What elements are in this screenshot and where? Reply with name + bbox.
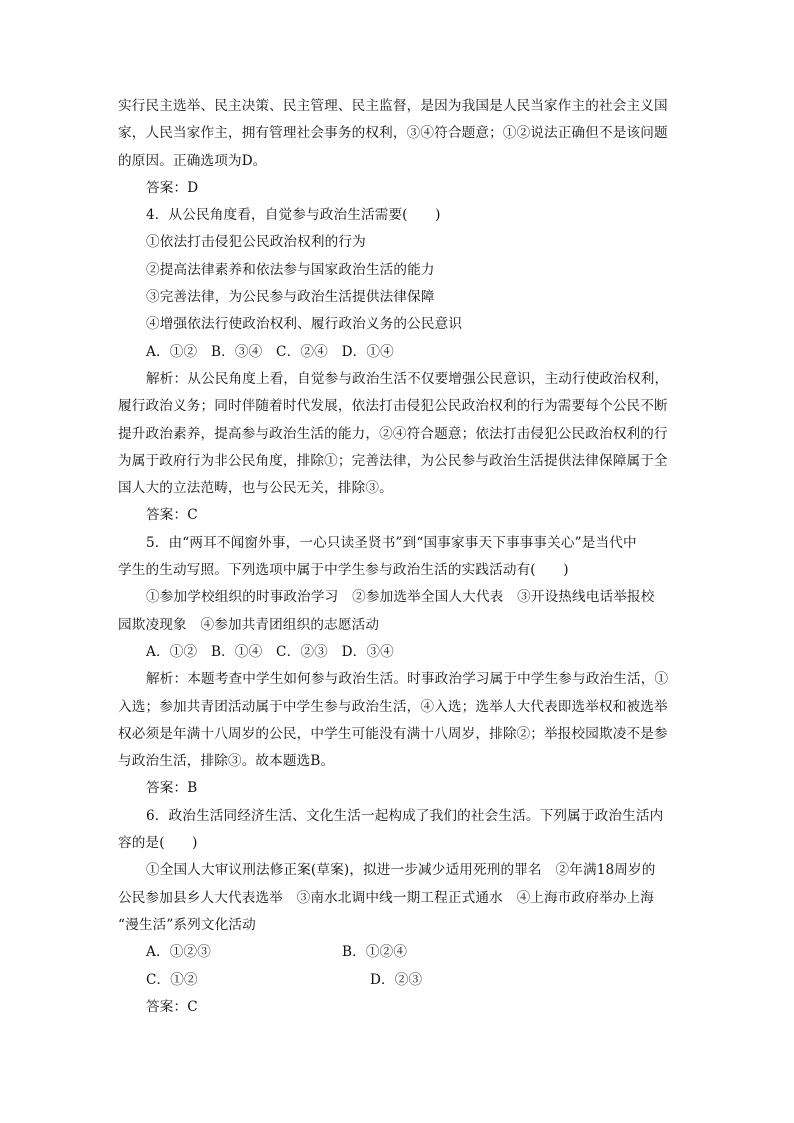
q4-item-1: ①依法打击侵犯公民政治权利的行为 [146, 234, 366, 251]
q4-item-4: ④增强依法行使政治权利、履行政治义务的公民意识 [146, 316, 463, 333]
answer-q6: 答案：C [146, 998, 198, 1015]
question-5-stem-line-1: 5．由“两耳不闻窗外事，一心只读圣贤书”到“国事家事天下事事事关心”是当代中 [146, 534, 637, 551]
q6-items-line-3: “漫生活”系列文化活动 [118, 916, 256, 933]
text-line-1: 家，人民当家作主，拥有管理社会事务的权利，③④符合题意；①②说法正确但不是该问题 [118, 125, 668, 142]
q6-items-line-2: 公民参加县乡人大代表选举 ③南水北调中线一期工程正式通水 ④上海市政府举办上海 [118, 889, 655, 906]
q5-analysis-line-3: 权必须是年满十八周岁的公民，中学生可能没有满十八周岁，排除②；举报校园欺凌不是参 [118, 725, 668, 742]
q4-analysis-line-5: 国人大的立法范畴，也与公民无关，排除③。 [118, 480, 393, 497]
question-6-stem-line-2: 容的是( ) [118, 835, 198, 852]
answer-q5: 答案：B [146, 780, 198, 797]
q5-options: A．①② B．①④ C．②③ D．③④ [146, 643, 394, 660]
question-5-stem-line-2: 学生的生动写照。下列选项中属于中学生参与政治生活的实践活动有( ) [118, 562, 569, 579]
q4-item-3: ③完善法律，为公民参与政治生活提供法律保障 [146, 289, 435, 306]
document-page [118, 93, 678, 1021]
q6-option-d: D．②③ [370, 971, 423, 988]
q6-options-row-1 [118, 939, 678, 966]
answer-q3: 答案：D [146, 179, 199, 196]
q6-items-line-1: ①全国人大审议刑法修正案(草案)，拟进一步减少适用死刑的罪名 ②年满18周岁的 [146, 862, 656, 879]
q4-analysis-line-2: 履行政治义务；同时伴随着时代发展，依法打击侵犯公民政治权利的行为需要每个公民不断 [118, 398, 668, 415]
q6-option-b: B．①②④ [342, 944, 408, 961]
text-line-2: 的原因。正确选项为D。 [118, 152, 267, 169]
q5-analysis-line-4: 与政治生活，排除③。故本题选B。 [118, 753, 335, 770]
q4-item-2: ②提高法律素养和依法参与国家政治生活的能力 [146, 261, 435, 278]
q6-option-a: A．①②③ [146, 944, 211, 961]
answer-q4: 答案：C [146, 507, 198, 524]
q4-options: A．①② B．③④ C．②④ D．①④ [146, 343, 394, 360]
q4-analysis-line-1: 解析：从公民角度上看，自觉参与政治生活不仅要增强公民意识，主动行使政治权利， [146, 370, 669, 387]
question-6-stem-line-1: 6．政治生活同经济生活、文化生活一起构成了我们的社会生活。下列属于政治生活内 [146, 807, 664, 824]
question-4-stem: 4．从公民角度看，自觉参与政治生活需要( ) [146, 207, 441, 224]
q6-options-row-2 [118, 967, 678, 994]
q6-option-c: C．①② [146, 971, 198, 988]
q4-analysis-line-3: 提升政治素养，提高参与政治生活的能力，②④符合题意；依法打击侵犯公民政治权利的行 [118, 425, 668, 442]
q4-analysis-line-4: 为属于政府行为非公民角度，排除①；完善法律，为公民参与政治生活提供法律保障属于全 [118, 452, 668, 469]
text-line-0: 实行民主选举、民主决策、民主管理、民主监督，是因为我国是人民当家作主的社会主义国 [118, 98, 668, 114]
q5-items-line-1: ①参加学校组织的时事政治学习 ②参加选举全国人大代表 ③开设热线电话举报校 [146, 589, 655, 606]
q5-analysis-line-1: 解析：本题考查中学生如何参与政治生活。时事政治学习属于中学生参与政治生活，① [146, 671, 669, 688]
q5-analysis-line-2: 入选；参加共青团活动属于中学生参与政治生活，④入选；选举人大代表即选举权和被选举 [118, 698, 668, 715]
q5-items-line-2: 园欺凌现象 ④参加共青团组织的志愿活动 [118, 616, 380, 633]
